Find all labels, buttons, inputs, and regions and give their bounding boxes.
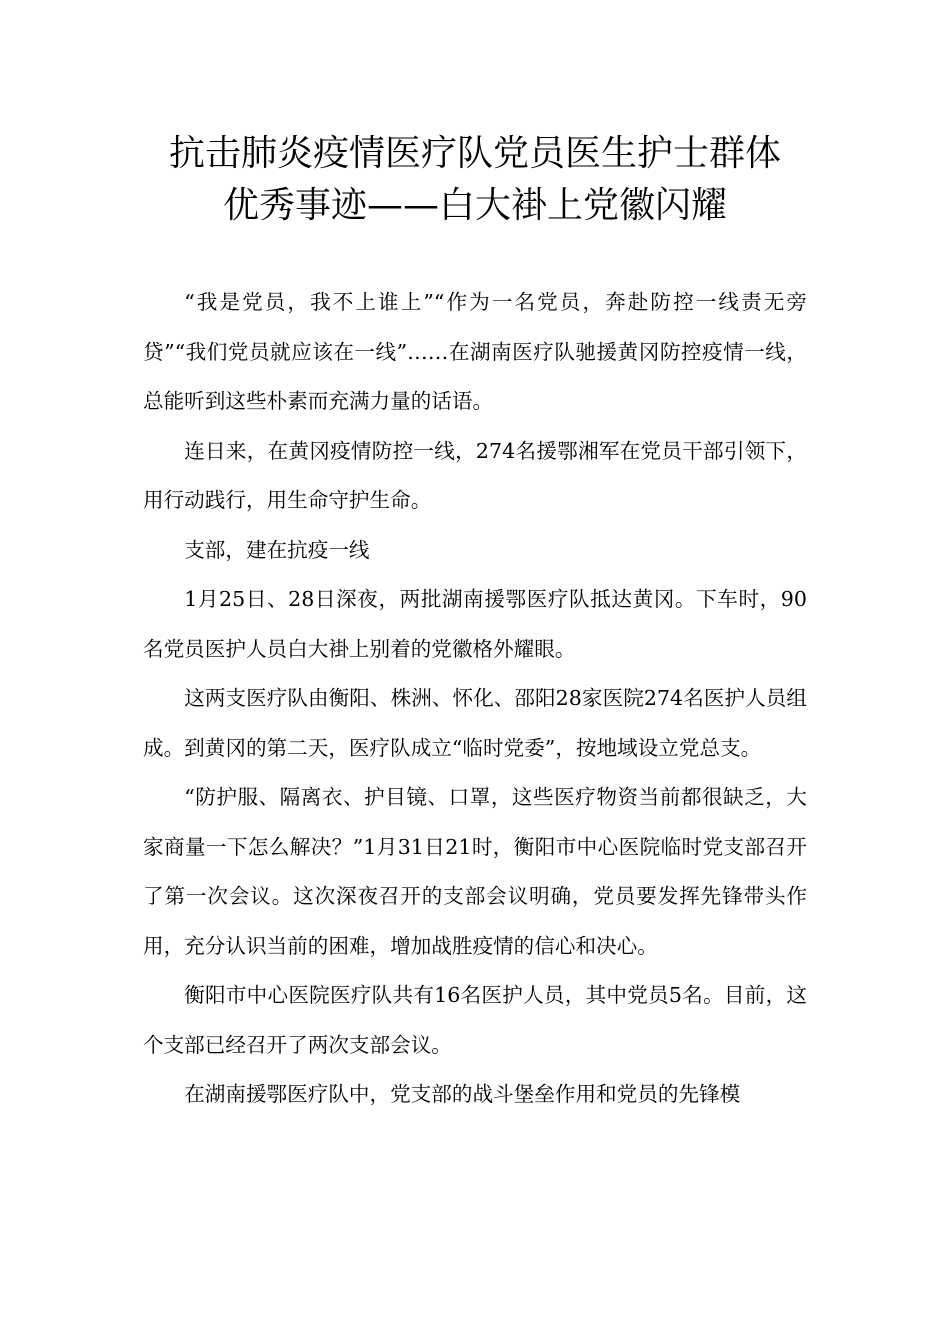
title-line-1: 抗击肺炎疫情医疗队党员医生护士群体 <box>168 133 781 174</box>
title-line-2: 优秀事迹——白大褂上党徽闪耀 <box>222 185 727 226</box>
paragraph: “防护服、隔离衣、护目镜、口罩，这些医疗物资当前都很缺乏，大家商量一下怎么解决？”1月31日21时，衡阳市中心医院临时党支部召开了第一次会议。这次深夜召开的支部会议明确，党员要发挥先锋带头作用，充分认识当前的困难，增加战胜疫情的信心和决心。 <box>143 785 807 958</box>
paragraph: 在湖南援鄂医疗队中，党支部的战斗堡垒作用和党员的先锋模 <box>184 1082 741 1106</box>
paragraph: 衡阳市中心医院医疗队共有16名医护人员，其中党员5名。目前，这个支部已经召开了两次支部会议。 <box>143 983 807 1057</box>
paragraph: 1月25日、28日深夜，两批湖南援鄂医疗队抵达黄冈。下车时，90名党员医护人员白大褂上别着的党徽格外耀眼。 <box>143 587 807 661</box>
document-title <box>100 128 850 232</box>
paragraph: 这两支医疗队由衡阳、株洲、怀化、邵阳28家医院274名医护人员组成。到黄冈的第二天，医疗队成立“临时党委”，按地域设立党总支。 <box>143 686 807 760</box>
paragraph: 连日来，在黄冈疫情防控一线，274名援鄂湘军在党员干部引领下，用行动践行，用生命守护生命。 <box>143 438 807 512</box>
document-body <box>143 278 807 1120</box>
paragraph: “我是党员，我不上谁上”“作为一名党员，奔赴防控一线责无旁贷”“我们党员就应该在一线”……在湖南医疗队驰援黄冈防控疫情一线，总能听到这些朴素而充满力量的话语。 <box>143 290 807 413</box>
section-heading: 支部，建在抗疫一线 <box>184 537 370 562</box>
